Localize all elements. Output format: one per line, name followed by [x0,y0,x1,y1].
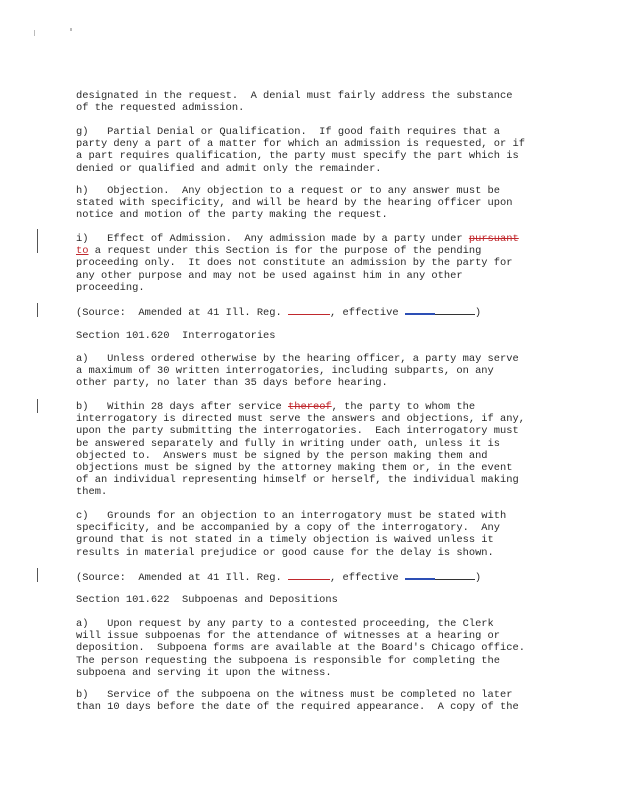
paragraph-622-a: a) Upon request by any party to a contested proceeding, the Clerk will issue subpoenas for the attendance of witnesses at a hearing or deposition. Subpoena forms are available at the Board's Chicago office. The person requesting the subpoena is responsible for completing the subpoena and serving it upon the witness. [76,618,525,679]
change-bar [37,229,38,253]
paragraph-620-c: c) Grounds for an objection to an interrogatory must be stated with specificity, and be accompanied by a copy of the interrogatory. Any ground that is not stated in a timely objection is waived unless it results in material prejudice or good cause for the delay is shown. [76,510,507,559]
change-bar [37,303,38,317]
reg-volume-blank [288,570,330,580]
paragraph-continuation: designated in the request. A denial must fairly address the substance of the requested admission. [76,90,513,115]
change-bar [37,568,38,582]
source-note-2: (Source: Amended at 41 Ill. Reg. , effective ) [76,572,482,584]
paragraph-622-b: b) Service of the subpoena on the witness must be completed no later than 10 days before the date of the required appearance. A copy of the [76,689,519,714]
change-bar [37,399,38,413]
section-heading-622: Section 101.622 Subpoenas and Depositions [76,594,338,606]
paragraph-620-a: a) Unless ordered otherwise by the hearing officer, a party may serve a maximum of 30 written interrogatories, including subparts, on any other party, no later than 35 days before hearing. [76,353,519,390]
scan-mark [70,28,72,31]
paragraph-h: h) Objection. Any objection to a request or to any answer must be stated with specificity, and will be heard by the hearing officer upon notice and motion of the party making the request. [76,185,513,222]
scan-mark [34,30,35,36]
inserted-text: to [76,245,89,258]
reg-volume-blank [288,305,330,315]
effective-date-blank [405,570,475,580]
deleted-text: thereof [288,401,332,413]
section-heading-620: Section 101.620 Interrogatories [76,330,276,342]
paragraph-620-b: b) Within 28 days after service thereof, the party to whom the interrogatory is directed must serve the answers and objections, if any, upon the party submitting the interrogatories. Each interrogatory must be answered separately and fully in writing under oath, unless it is objected to. Answers must be signed by the person making them and objections must be signed by the attorney making them or, in the event of an individual representing himself or herself, the individual making them. [76,401,525,499]
paragraph-g: g) Partial Denial or Qualification. If good faith requires that a party deny a part of a matter for which an admission is requested, or if a part requires qualification, the party must specify the part which is denied or qualified and admit only the remainder. [76,126,525,175]
source-note-1: (Source: Amended at 41 Ill. Reg. , effective ) [76,307,482,319]
effective-date-blank [405,305,475,315]
paragraph-i: i) Effect of Admission. Any admission made by a party under pursuant to a request under this Section is for the purpose of the pending proceeding only. It does not constitute an admission by the party for any other purpose and may not be used against him in any other proceeding. [76,233,519,294]
deleted-text: pursuant [468,233,519,245]
